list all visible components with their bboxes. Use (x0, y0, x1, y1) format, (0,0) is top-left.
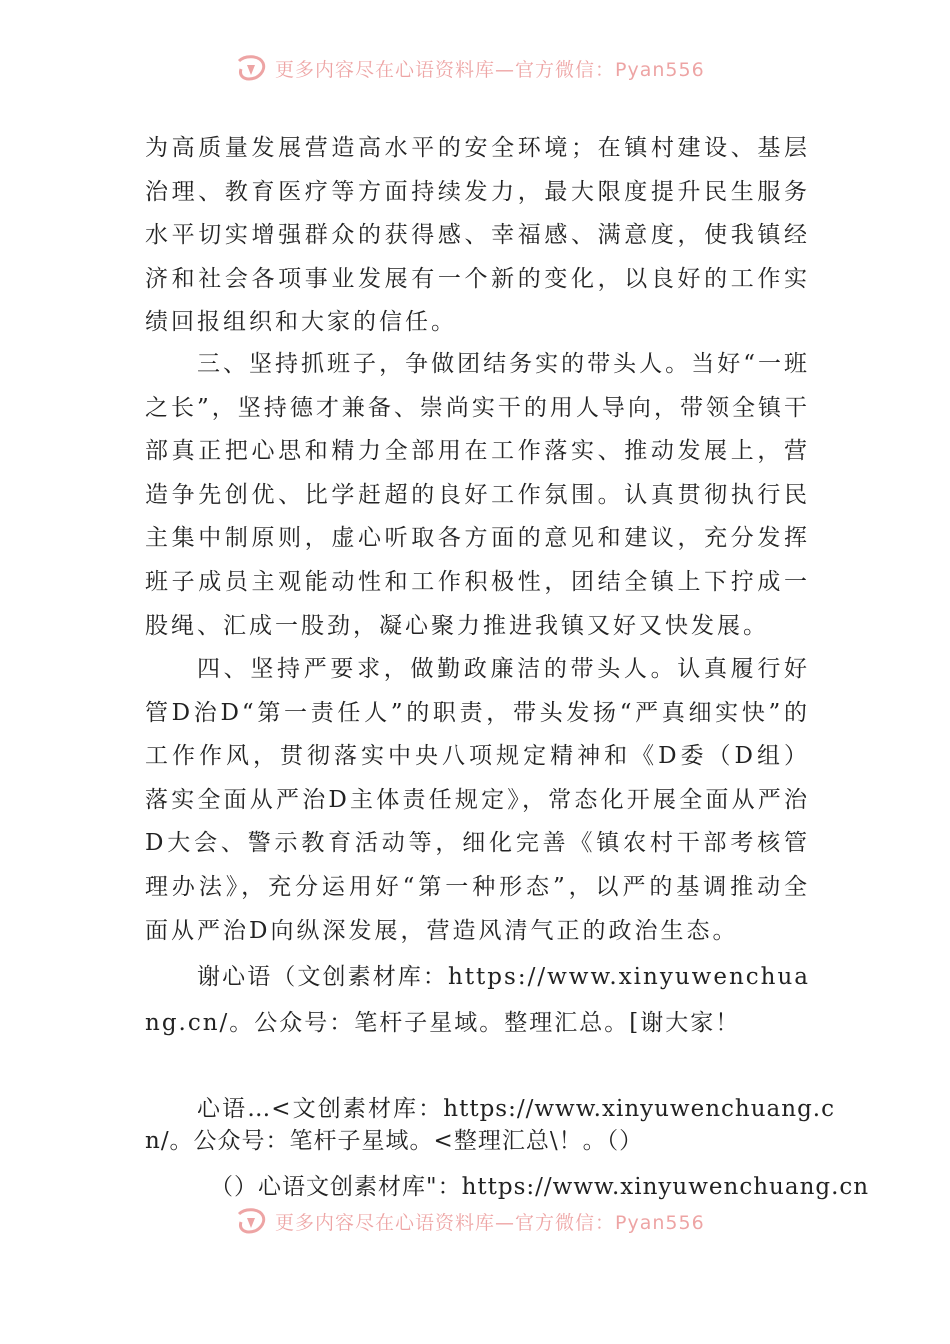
paragraph-leadership-team: 三、坚持抓班子，争做团结务实的带头人。当好“一班之长”，坚持德才兼备、崇尚实干的用人导向，带领全镇干部真正把心思和精力全部用在工作落实、推动发展上，营造争先创优、比学赶超的良好工作氛围。认真贯彻执行民主集中制原则，虚心听取各方面的意见和建议，充分发挥班子成员主观能动性和工作积极性，团结全镇上下拧成一股绳、汇成一股劲，凝心聚力推进我镇又好又快发展。 (145, 351, 810, 639)
watermark-text: 更多内容尽在心语资料库—官方微信：Pyan556 (275, 58, 705, 81)
watermark-footer (235, 1205, 705, 1237)
watermark-logo-icon (235, 53, 269, 83)
watermark-logo-icon (235, 1206, 269, 1236)
source-url-line: （）心语文创素材库"：https://www.xinyuwenchuang.cn (210, 1174, 870, 1200)
watermark-text: 更多内容尽在心语资料库—官方微信：Pyan556 (275, 1211, 705, 1234)
watermark-header (235, 52, 705, 84)
paragraph-source-note: 心语…<文创素材库：https://www.xinyuwenchuang.cn/。公众号：笔杆子星域。<整理汇总\！。（） (145, 1096, 835, 1154)
paragraph-environment: 为高质量发展营造高水平的安全环境；在镇村建设、基层治理、教育医疗等方面持续发力，最大限度提升民生服务水平切实增强群众的获得感、幸福感、满意度，使我镇经济和社会各项事业发展有一个新的变化，以良好的工作实绩回报组织和大家的信任。 (145, 135, 810, 336)
paragraph-source-credit: 谢心语（文创素材库：https://www.xinyuwenchuang.cn/。公众号：笔杆子星域。整理汇总。[谢大家！ (145, 964, 810, 1036)
paragraph-strict-discipline: 四、坚持严要求，做勤政廉洁的带头人。认真履行好管D治D“第一责任人”的职责，带头发扬“严真细实快”的工作作风，贯彻落实中央八项规定精神和《D委（D组）落实全面从严治D主体责任规定》，常态化开展全面从严治D大会、警示教育活动等，细化完善《镇农村干部考核管理办法》，充分运用好“第一种形态”，以严的基调推动全面从严治D向纵深发展，营造风清气正的政治生态。 (145, 656, 810, 944)
